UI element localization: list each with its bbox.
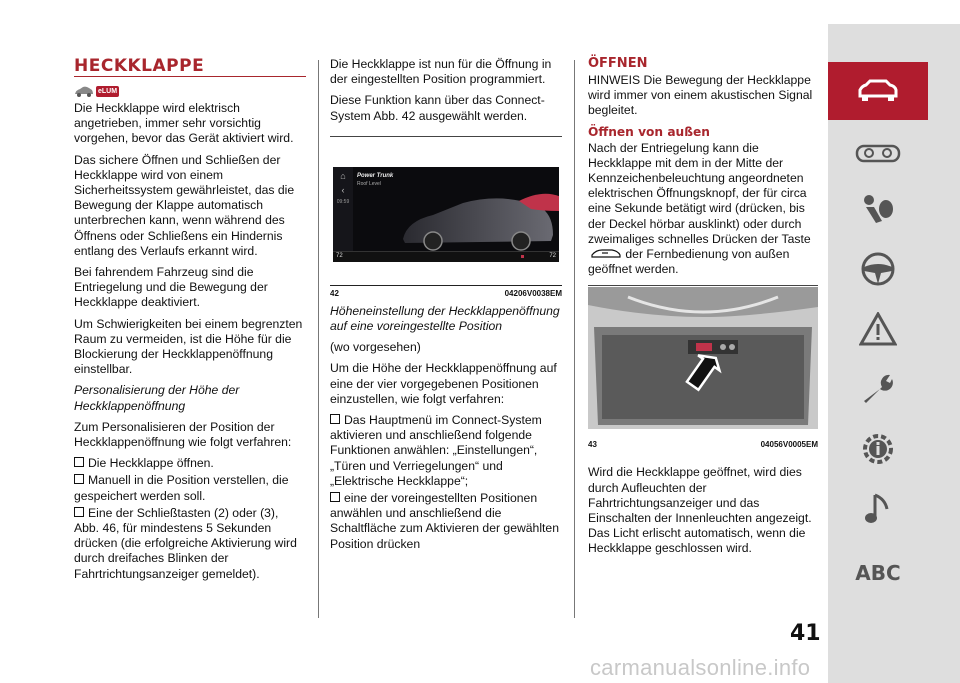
home-icon: ⌂ — [340, 170, 346, 181]
list-item: Die Heckklappe öffnen. — [74, 456, 306, 471]
abc-icon: ABC — [855, 561, 901, 585]
screen-footer — [333, 251, 559, 262]
figure-caption — [588, 437, 818, 449]
sidebar-item-dashboard[interactable] — [828, 124, 928, 182]
chapter-sidebar — [828, 24, 960, 683]
sidebar-item-maintenance[interactable] — [828, 360, 928, 418]
trunk-key-icon — [590, 247, 622, 259]
paragraph: Zum Personalisieren der Position der Heckklappenöffnung wie folgt verfahren: — [74, 419, 292, 450]
subheading: Höheneinstellung der Heckklappenöffnung auf eine voreingestellte Position — [330, 303, 560, 334]
column-divider — [318, 60, 319, 618]
sidebar-item-multimedia[interactable] — [828, 480, 928, 538]
column-divider — [574, 60, 575, 618]
column-2 — [330, 57, 562, 558]
bullet-icon — [74, 457, 84, 467]
paragraph: Das sichere Öffnen und Schließen der Heckklappe wird von einem Sicherheitssystem gewährleistet, das die Bewegung der Klappe automatisch unterbrechen kann, wenn während des Öffnens oder Schließens ein Hindernis entlang des Verlaufs erkannt wird. — [74, 152, 295, 258]
screen-time: 09:59 — [336, 198, 350, 205]
list-item: Manuell in die Position verstellen, die gespeichert werden soll. — [74, 473, 289, 503]
bullet-icon — [74, 474, 84, 484]
section-heading: ÖFFNEN — [588, 56, 648, 71]
sidebar-item-safety[interactable] — [828, 182, 928, 240]
column-1 — [74, 84, 306, 588]
warning-icon — [859, 312, 897, 346]
car-icon — [856, 78, 900, 104]
bullet-icon — [74, 507, 84, 517]
figure-caption — [330, 285, 562, 298]
figure-number: 42 — [330, 288, 339, 298]
list-item: Das Hauptmenü im Connect-System aktivieren und anschließend folgende Funktionen anwählen: „Einstellungen“, „Türen und Verriegelungen“ und „Elektrische Heckklappe“; — [330, 413, 542, 488]
sidebar-item-car[interactable] — [828, 62, 928, 120]
paragraph: (wo vorgesehen) — [330, 340, 421, 355]
column-3 — [588, 56, 818, 563]
music-note-icon — [863, 491, 893, 527]
watermark: carmanualsonline.info — [590, 655, 811, 680]
sidebar-item-index[interactable] — [828, 558, 928, 588]
subsection-heading: Öffnen von außen — [588, 124, 710, 139]
figure-43 — [588, 283, 818, 451]
paragraph: Um Schwierigkeiten bei einem begrenzten Raum zu vermeiden, ist die Höhe für die Blockierung der Heckklappenöffnung einstellbar. — [74, 316, 303, 377]
paragraph: Bei fahrendem Fahrzeug sind die Entriegelung und die Bewegung der Heckklappe deaktiviert. — [74, 265, 268, 310]
paragraph: Diese Funktion kann über das Connect-System Abb. 42 ausgewählt werden. — [330, 93, 545, 123]
back-icon: ‹ — [341, 184, 345, 195]
wrench-icon — [860, 371, 896, 407]
paragraph: Die Heckklappe wird elektrisch angetrieben, immer sehr vorsichtig vorgehen, bevor das Gerät aktiviert wird. — [74, 101, 294, 146]
sidebar-item-driving[interactable] — [828, 240, 928, 298]
bullet-icon — [330, 492, 340, 502]
paragraph: Um die Höhe der Heckklappenöffnung auf eine der vier vorgegebenen Positionen einzustellen, wie folgt verfahren: — [330, 361, 557, 406]
airbag-icon — [860, 193, 896, 229]
paragraph: Die Heckklappe ist nun für die Öffnung in der eingestellten Position programmiert. — [330, 57, 552, 87]
temp-right: 72 — [549, 252, 556, 259]
dashboard-icon — [855, 142, 901, 164]
page-title: HECKKLAPPE — [74, 56, 205, 76]
figure-42 — [330, 136, 562, 296]
list-item: Eine der Schließtasten (2) oder (3), Abb. 46, für mindestens 5 Sekunden drücken (die erfolgreiche Aktivierung wird durch dreifaches Blinken der Fahrtrichtungsanzeiger gemeldet). — [74, 505, 297, 581]
subheading: Personalisierung der Höhe der Heckklappenöffnung — [74, 383, 240, 413]
temp-left: 72 — [336, 252, 343, 259]
figure-number: 43 — [588, 440, 597, 450]
steering-wheel-icon — [860, 251, 896, 287]
title-underline — [74, 76, 306, 77]
trunk-button-photo — [588, 287, 818, 429]
screen-subtitle: Roof Level — [357, 180, 381, 187]
paragraph: HINWEIS Die Bewegung der Heckklappe wird immer von einem akustischen Signal begleitet. — [588, 73, 813, 118]
sidebar-item-technical[interactable] — [828, 420, 928, 478]
list-item: eine der voreingestellten Positionen anwählen und anschließend die Schaltfläche zum Aktivieren der gewählten Position drücken — [330, 491, 559, 551]
page-number: 41 — [790, 621, 821, 646]
car-silhouette-icon — [74, 84, 94, 98]
suv-rear-image — [393, 187, 559, 253]
bullet-icon — [330, 414, 340, 424]
figure-code: 04056V0005EM — [760, 440, 818, 450]
figure-code: 04206V0038EM — [504, 288, 562, 298]
connect-screen — [333, 167, 559, 262]
screen-indicator — [521, 255, 524, 258]
screen-title: Power Trunk — [357, 172, 394, 179]
info-gear-icon — [859, 430, 897, 468]
sidebar-item-emergency[interactable] — [828, 300, 928, 358]
version-icons — [74, 84, 306, 98]
elum-badge: eLUM — [98, 87, 118, 95]
paragraph: Nach der Entriegelung kann die Heckklappe mit dem in der Mitte der Kennzeichenbeleuchtung angeordneten elektrischen Öffnungsknopf, der für circa eine Sekunde betätigt wird (drücken, bis der Deckel hörbar ausklinkt) oder durch zweimaliges schnelles Drücken der Taste der Fernbedienung von außen geöffnet werden. — [588, 140, 811, 277]
screen-side-menu — [333, 167, 353, 262]
paragraph: Wird die Heckklappe geöffnet, wird dies durch Aufleuchten der Fahrtrichtungsanzeiger und das Einschalten der Innenleuchten angezeigt. Das Licht erlischt automatisch, wenn die Heckklappe geschlossen wird. — [588, 465, 812, 556]
